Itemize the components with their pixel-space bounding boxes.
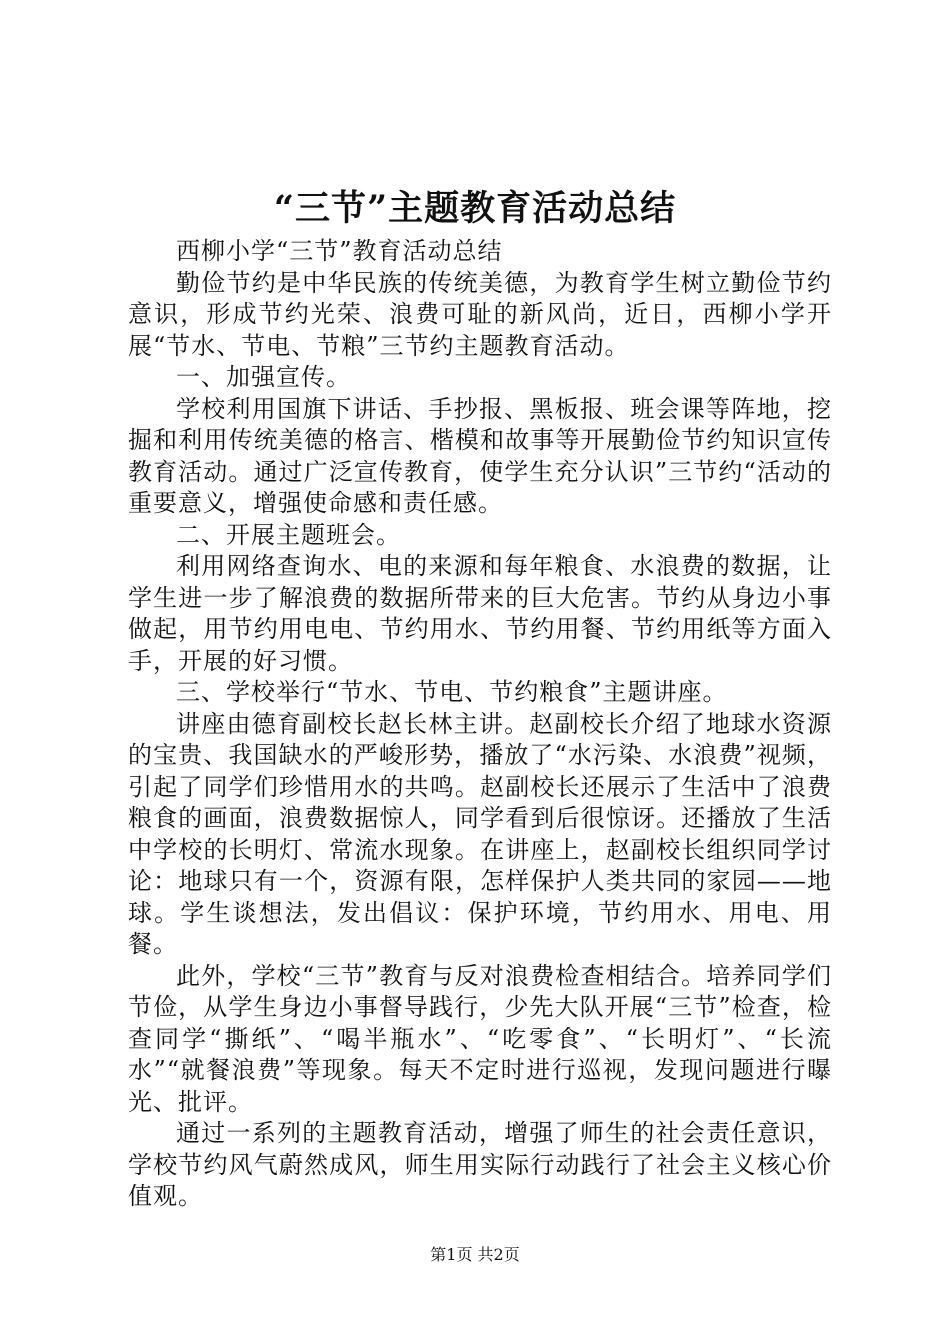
document-title: “三节”主题教育活动总结: [273, 188, 677, 229]
section-heading-3: 三、学校举行“节水、节电、节约粮食”主题讲座。: [176, 678, 728, 706]
page-number-footer: 第1页 共2页: [430, 1245, 520, 1264]
section-heading-2: 二、开展主题班会。: [176, 520, 401, 549]
paragraph-section-1: 学校利用国旗下讲话、手抄报、黑板报、班会课等阵地，挖掘和利用传统美德的格言、楷模和故事等开展勤俭节约知识宣传教育活动。通过广泛宣传教育，使学生充分认识”三节约“活动的重要意义，增强使命感和责任感。: [128, 394, 832, 517]
paragraph-intro: 勤俭节约是中华民族的传统美德，为教育学生树立勤俭节约意识，形成节约光荣、浪费可耻的新风尚，近日，西柳小学开展“节水、节电、节粮”三节约主题教育活动。: [128, 268, 832, 360]
paragraph-section-2: 利用网络查询水、电的来源和每年粮食、水浪费的数据，让学生进一步了解浪费的数据所带来的巨大危害。节约从身边小事做起，用节约用电电、节约用水、节约用餐、节约用纸等方面入手，开展的好习惯。: [128, 552, 832, 675]
section-heading-1: 一、加强宣传。: [176, 363, 351, 391]
paragraph-subtitle: 西柳小学“三节”教育活动总结: [176, 237, 503, 265]
document-body: [128, 236, 832, 1213]
paragraph-additional: 此外，学校“三节”教育与反对浪费检查相结合。培养同学们节俭，从学生身边小事督导践行，少先大队开展“三节”检查，检查同学“撕纸”、“喝半瓶水”、“吃零食”、“长明灯”、“长流水”“就餐浪费”等现象。每天不定时进行巡视，发现问题进行曝光、批评。: [128, 961, 832, 1116]
paragraph-section-3: 讲座由德育副校长赵长林主讲。赵副校长介绍了地球水资源的宝贵、我国缺水的严峻形势，播放了“水污染、水浪费”视频，引起了同学们珍惜用水的共鸣。赵副校长还展示了生活中了浪费粮食的画面，浪费数据惊人，同学看到后很惊讶。还播放了生活中学校的长明灯、常流水现象。在讲座上，赵副校长组织同学讨论：地球只有一个，资源有限，怎样保护人类共同的家园——地球。学生谈想法，发出倡议：保护环境，节约用水、用电、用餐。: [128, 709, 832, 958]
paragraph-conclusion: 通过一系列的主题教育活动，增强了师生的社会责任意识，学校节约风气蔚然成风，师生用实际行动践行了社会主义核心价值观。: [128, 1119, 832, 1210]
